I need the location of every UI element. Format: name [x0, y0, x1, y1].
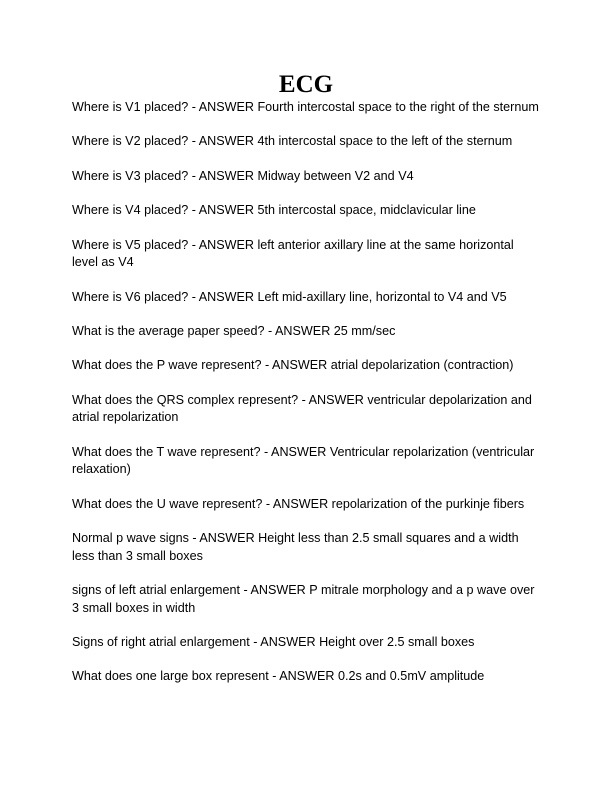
qa-list: [72, 99, 542, 703]
qa-item-left-atrial-enlargement: signs of left atrial enlargement - ANSWER P mitrale morphology and a p wave over 3 small boxes in width: [72, 583, 535, 615]
qa-item-v3: Where is V3 placed? - ANSWER Midway between V2 and V4: [72, 168, 414, 183]
qa-item-paper-speed: What is the average paper speed? - ANSWER 25 mm/sec: [72, 323, 396, 338]
qa-item-large-box: What does one large box represent - ANSWER 0.2s and 0.5mV amplitude: [72, 669, 485, 684]
qa-item-v4: Where is V4 placed? - ANSWER 5th intercostal space, midclavicular line: [72, 203, 476, 218]
qa-item-v5: Where is V5 placed? - ANSWER left anterior axillary line at the same horizontal level as V4: [72, 237, 514, 270]
qa-item-qrs-complex: What does the QRS complex represent? - ANSWER ventricular depolarization and atrial repolarization: [72, 392, 532, 425]
qa-item-v6: Where is V6 placed? - ANSWER Left mid-axillary line, horizontal to V4 and V5: [72, 289, 507, 304]
qa-item-p-wave: What does the P wave represent? - ANSWER atrial depolarization (contraction): [72, 358, 514, 373]
qa-item-right-atrial-enlargement: Signs of right atrial enlargement - ANSWER Height over 2.5 small boxes: [72, 635, 475, 650]
page-title: ECG: [278, 71, 334, 98]
qa-item-t-wave: What does the T wave represent? - ANSWER Ventricular repolarization (ventricular relaxation): [72, 444, 535, 477]
qa-item-u-wave: What does the U wave represent? - ANSWER repolarization of the purkinje fibers: [72, 496, 525, 511]
qa-item-normal-p-wave: Normal p wave signs - ANSWER Height less than 2.5 small squares and a width less than 3 small boxes: [72, 531, 519, 563]
qa-item-v1: Where is V1 placed? - ANSWER Fourth intercostal space to the right of the sternum: [72, 100, 539, 114]
qa-item-v2: Where is V2 placed? - ANSWER 4th intercostal space to the left of the sternum: [72, 134, 513, 149]
